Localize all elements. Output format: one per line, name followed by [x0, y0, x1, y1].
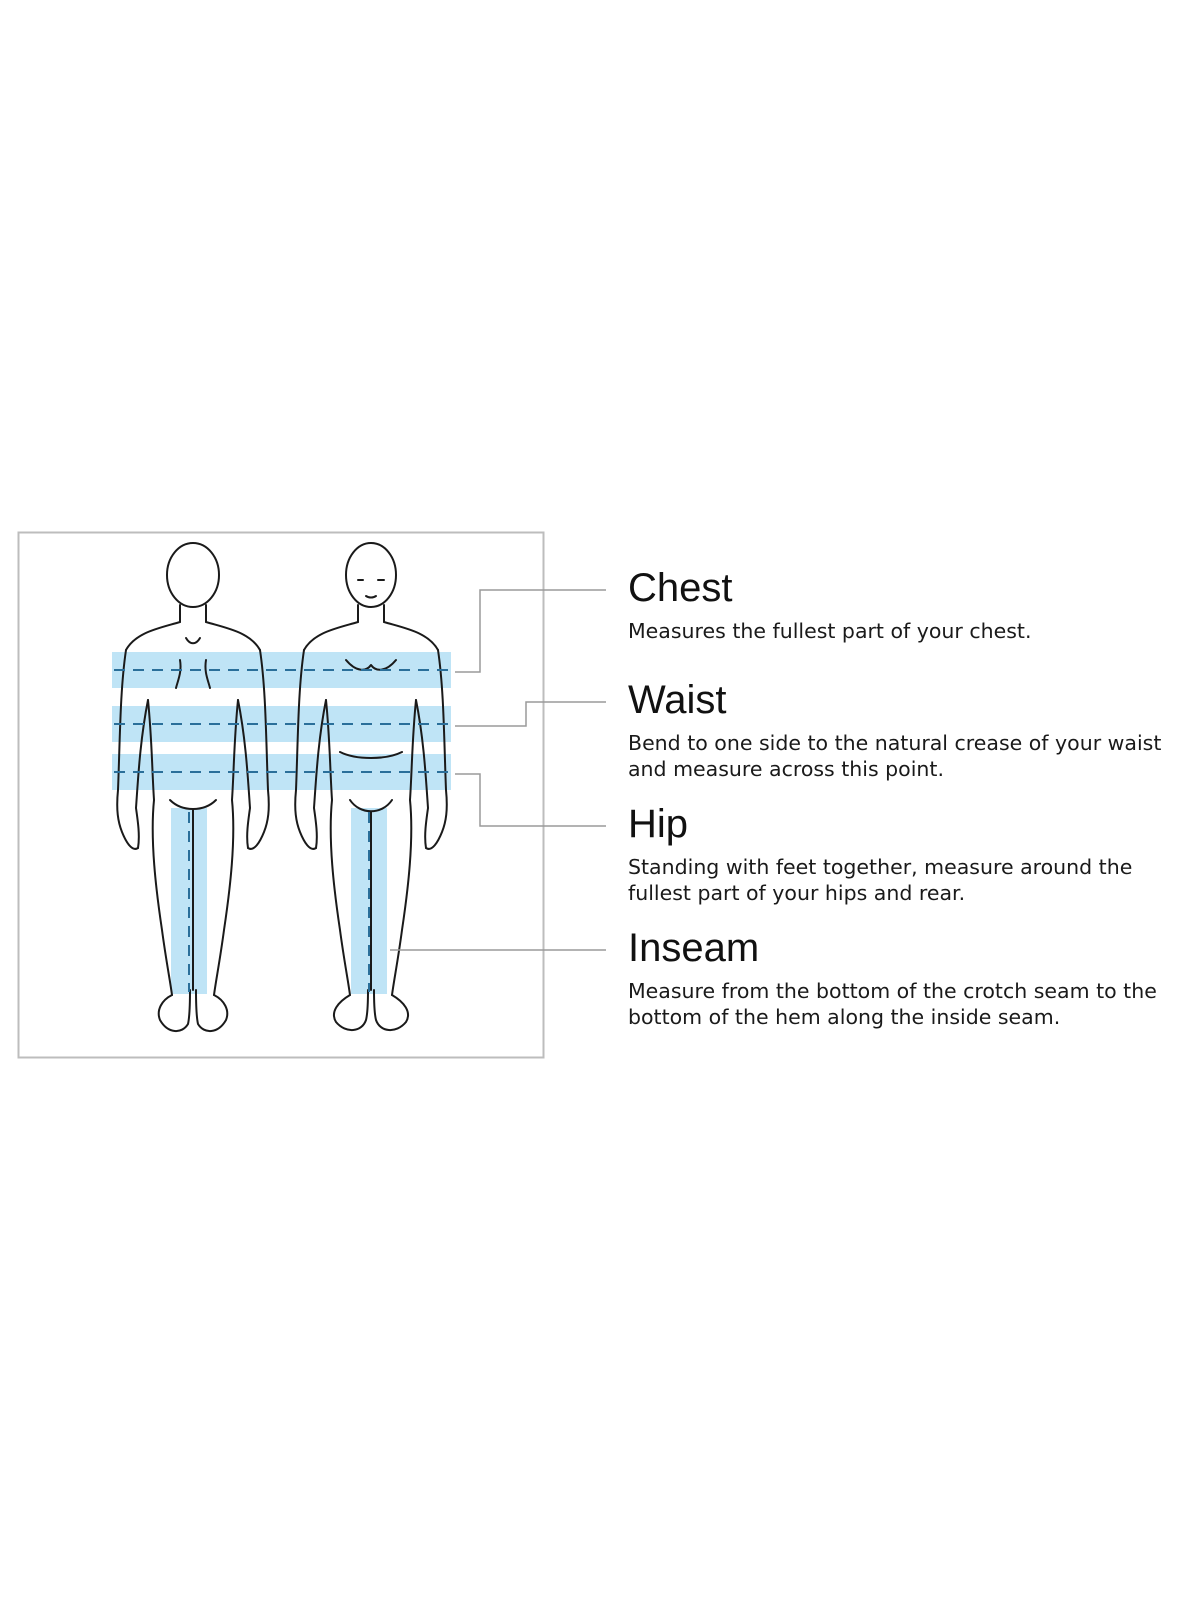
hip-title: Hip: [628, 802, 689, 846]
waist-description: Bend to one side to the natural crease of your waist and measure across this point.: [628, 731, 1162, 781]
inseam-description: Measure from the bottom of the crotch seam to the bottom of the hem along the inside seam.: [628, 979, 1157, 1029]
illustration-frame: [19, 533, 544, 1058]
chest-title: Chest: [628, 566, 733, 610]
inseam-entry: [628, 926, 1196, 1030]
chest-entry: [628, 566, 1196, 644]
chest-description: Measures the fullest part of your chest.: [628, 619, 1032, 643]
inseam-title: Inseam: [628, 926, 760, 970]
waist-title: Waist: [628, 678, 727, 722]
waist-entry: [628, 678, 1196, 782]
hip-entry: [628, 802, 1196, 906]
hip-description: Standing with feet together, measure around the fullest part of your hips and rear.: [628, 855, 1133, 905]
